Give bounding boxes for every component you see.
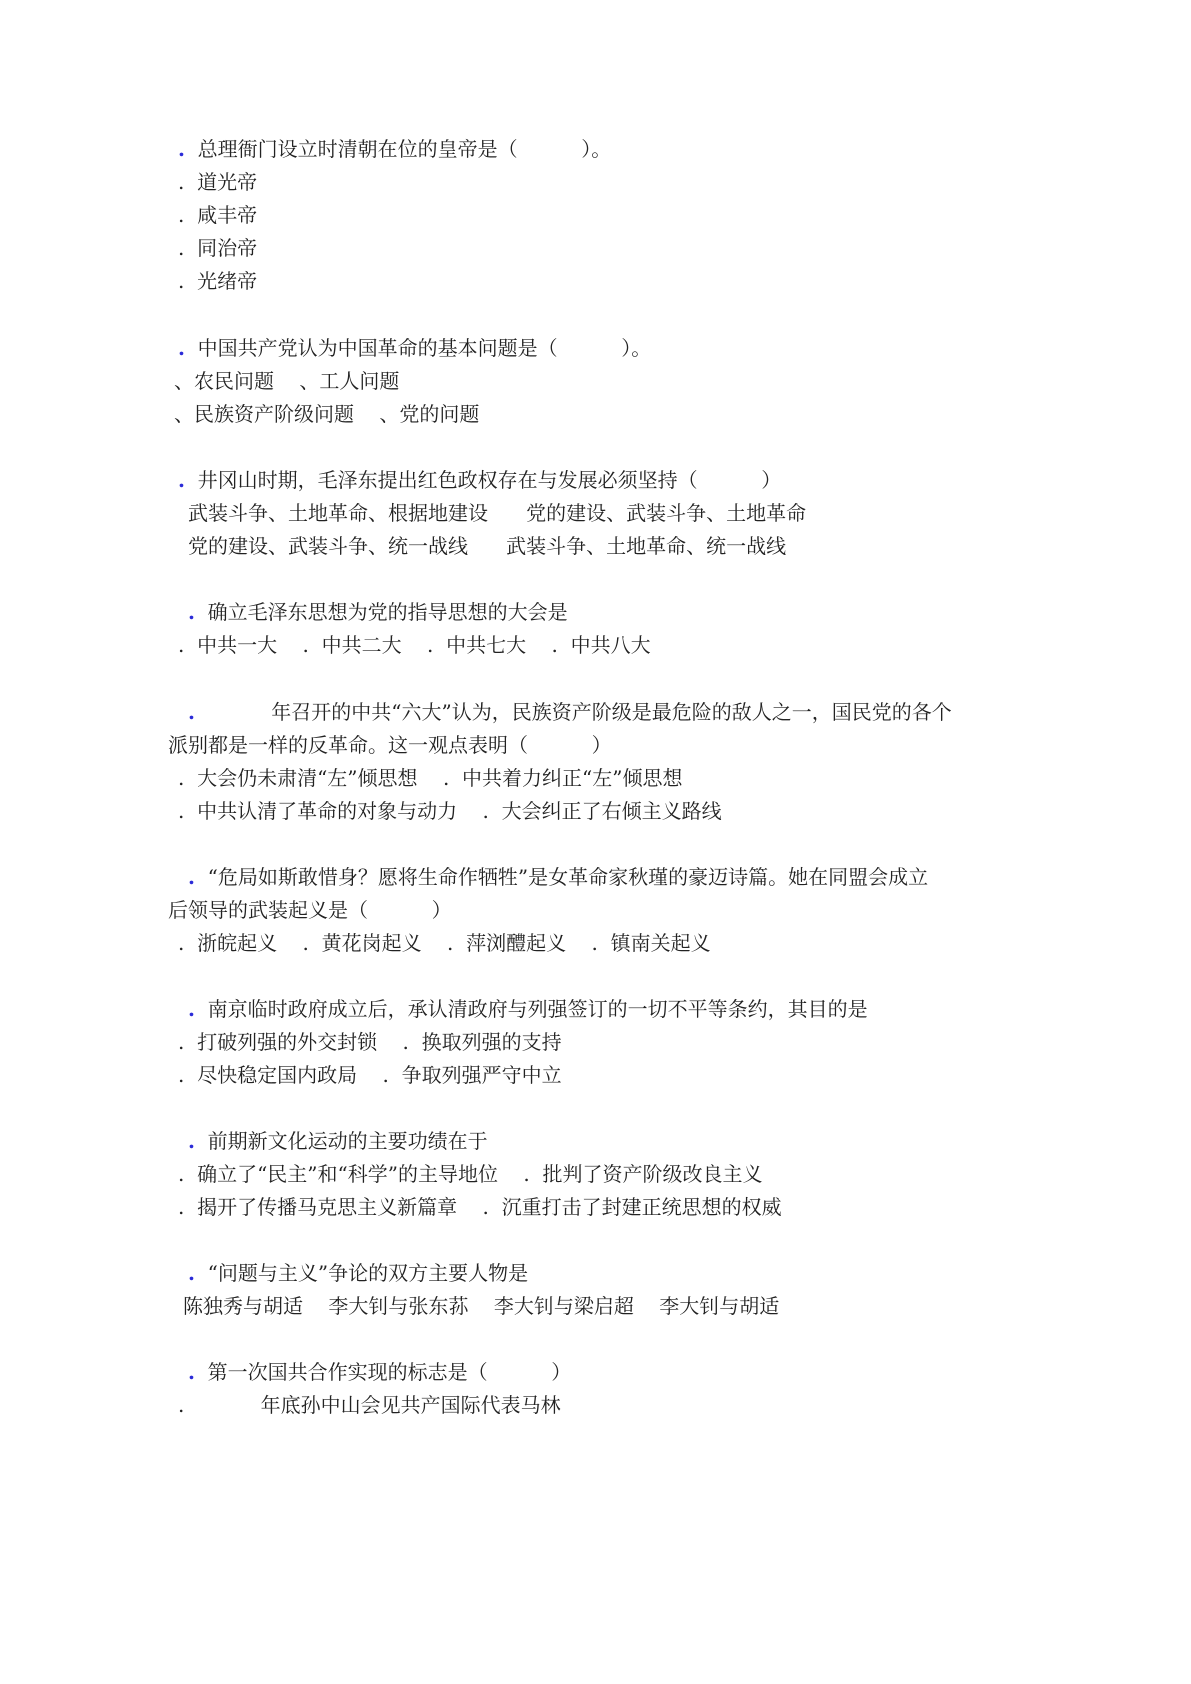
question-5-options-row-1: . 大会仍未肃清“左”倾思想 . 中共着力纠正“左”倾思想 bbox=[178, 766, 683, 790]
question-7-stem: . 南京临时政府成立后，承认清政府与列强签订的一切不平等条约，其目的是 bbox=[188, 997, 868, 1021]
question-number-dot: . bbox=[178, 336, 185, 360]
question-number-dot: . bbox=[188, 1261, 195, 1285]
question-number-dot: . bbox=[188, 1360, 195, 1384]
question-5-stem-line-2: 派别都是一样的反革命。这一观点表明（ ） bbox=[168, 733, 612, 757]
question-number-dot: . bbox=[188, 600, 195, 624]
question-2-options-row-2: 、民族资产阶级问题 、党的问题 bbox=[174, 402, 480, 426]
question-6-stem-line-1: . “危局如斯敢惜身？愿将生命作牺牲”是女革命家秋瑾的豪迈诗篇。她在同盟会成立 bbox=[188, 865, 929, 889]
question-1-option-d: . 光绪帝 bbox=[178, 269, 258, 293]
question-5-options-row-2: . 中共认清了革命的对象与动力 . 大会纠正了右倾主义路线 bbox=[178, 799, 722, 823]
question-1-option-b: . 咸丰帝 bbox=[178, 203, 258, 227]
question-3-stem: . 井冈山时期，毛泽东提出红色政权存在与发展必须坚持（ ） bbox=[178, 468, 782, 492]
question-number-dot: . bbox=[188, 1129, 195, 1153]
question-8-options-row-2: . 揭开了传播马克思主义新篇章 . 沉重打击了封建正统思想的权威 bbox=[178, 1195, 782, 1219]
question-number-dot: . bbox=[188, 700, 195, 724]
question-number-dot: . bbox=[188, 997, 195, 1021]
question-5-stem-line-1: . 年召开的中共“六大”认为，民族资产阶级是最危险的敌人之一，国民党的各个 bbox=[188, 700, 952, 724]
question-3-options-row-2: 党的建设、武装斗争、统一战线 武装斗争、土地革命、统一战线 bbox=[188, 534, 787, 558]
question-9-options-row: 陈独秀与胡适 李大钊与张东荪 李大钊与梁启超 李大钊与胡适 bbox=[183, 1294, 780, 1318]
question-2-options-row-1: 、农民问题 、工人问题 bbox=[174, 369, 400, 393]
question-10-options-row: . 年底孙中山会见共产国际代表马林 bbox=[178, 1393, 561, 1417]
question-4-stem: . 确立毛泽东思想为党的指导思想的大会是 bbox=[188, 600, 568, 624]
question-4-options-row: . 中共一大 . 中共二大 . 中共七大 . 中共八大 bbox=[178, 633, 651, 657]
question-6-options-row: . 浙皖起义 . 黄花岗起义 . 萍浏醴起义 . 镇南关起义 bbox=[178, 931, 711, 955]
question-9-stem: . “问题与主义”争论的双方主要人物是 bbox=[188, 1261, 529, 1285]
question-7-options-row-2: . 尽快稳定国内政局 . 争取列强严守中立 bbox=[178, 1063, 562, 1087]
question-number-dot: . bbox=[188, 865, 195, 889]
question-1-stem: . 总理衙门设立时清朝在位的皇帝是（ ）。 bbox=[178, 137, 612, 161]
question-10-stem: . 第一次国共合作实现的标志是（ ） bbox=[188, 1360, 572, 1384]
question-7-options-row-1: . 打破列强的外交封锁 . 换取列强的支持 bbox=[178, 1030, 562, 1054]
question-3-options-row-1: 武装斗争、土地革命、根据地建设 党的建设、武装斗争、土地革命 bbox=[188, 501, 807, 525]
question-number-dot: . bbox=[178, 137, 185, 161]
question-number-dot: . bbox=[178, 468, 185, 492]
question-2-stem: . 中国共产党认为中国革命的基本问题是（ ）。 bbox=[178, 336, 652, 360]
question-1-option-a: . 道光帝 bbox=[178, 170, 258, 194]
question-1-option-c: . 同治帝 bbox=[178, 236, 258, 260]
question-6-stem-line-2: 后领导的武装起义是（ ） bbox=[168, 898, 452, 922]
question-8-stem: . 前期新文化运动的主要功绩在于 bbox=[188, 1129, 488, 1153]
question-8-options-row-1: . 确立了“民主”和“科学”的主导地位 . 批判了资产阶级改良主义 bbox=[178, 1162, 763, 1186]
